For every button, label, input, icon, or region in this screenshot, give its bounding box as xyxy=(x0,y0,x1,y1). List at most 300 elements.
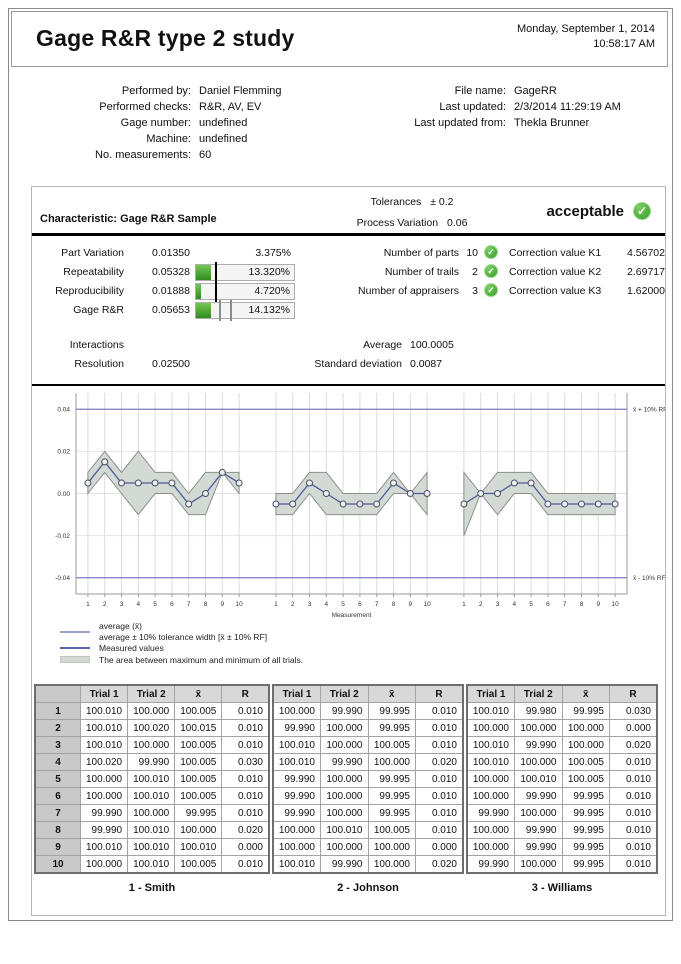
info-value: GageRR xyxy=(514,85,557,97)
measurement-cell: 100.000 xyxy=(562,737,610,754)
x-axis-label: Measurement xyxy=(331,612,372,619)
measurement-cell: 100.000 xyxy=(321,788,369,805)
measurement-cell: 100.000 xyxy=(128,805,175,822)
summary-row xyxy=(32,355,665,374)
data-point-marker xyxy=(545,501,551,507)
measurement-cell: 0.010 xyxy=(222,856,269,874)
metric-label: Part Variation xyxy=(61,247,124,259)
measurement-cell: 100.010 xyxy=(128,788,175,805)
metric-bar-fill xyxy=(196,303,211,318)
row-number: 6 xyxy=(35,788,81,805)
info-label: Last updated from: xyxy=(414,117,506,129)
y-tick-label: 0.02 xyxy=(57,448,70,456)
data-point-marker xyxy=(595,501,601,507)
x-tick-label: 8 xyxy=(579,601,584,608)
measurement-cell: 99.995 xyxy=(368,771,416,788)
measurement-table-1 xyxy=(34,684,270,874)
legend-average-line2: average ± 10% tolerance width [x̄ ± 10% RF] xyxy=(99,631,268,642)
report-date: Monday, September 1, 2014 xyxy=(517,23,655,35)
row-number: 5 xyxy=(35,771,81,788)
x-tick-label: 10 xyxy=(423,601,431,608)
measurement-cell: 100.000 xyxy=(128,703,175,720)
measurement-cell: 100.010 xyxy=(128,839,175,856)
table-row xyxy=(35,822,269,839)
data-point-marker xyxy=(152,480,158,486)
measurement-cell: 0.010 xyxy=(416,703,464,720)
info-row xyxy=(309,117,621,133)
measurement-cell: 0.020 xyxy=(222,822,269,839)
count-label: Number of appraisers xyxy=(358,285,459,297)
y-tick-label: -0.04 xyxy=(55,575,70,583)
info-label: Performed checks: xyxy=(99,101,191,113)
appraiser-name: 3 - Williams xyxy=(531,882,593,894)
measurement-cell: 100.010 xyxy=(175,839,222,856)
data-point-marker xyxy=(186,501,192,507)
info-label: Performed by: xyxy=(121,85,191,97)
measurement-cell: 100.000 xyxy=(321,805,369,822)
table-row xyxy=(467,788,657,805)
measurement-cell: 100.010 xyxy=(273,737,321,754)
measurement-cell: 99.990 xyxy=(467,805,515,822)
summary-label: Standard deviation xyxy=(314,358,402,370)
x-tick-label: 1 xyxy=(462,601,466,608)
column-header: R xyxy=(222,685,269,703)
measurement-cell: 0.020 xyxy=(416,856,464,874)
measurement-cell: 99.990 xyxy=(273,720,321,737)
measurement-cell: 100.000 xyxy=(515,805,563,822)
measurement-cell: 100.005 xyxy=(562,754,610,771)
data-point-marker xyxy=(236,480,242,486)
measurement-cell: 100.000 xyxy=(562,720,610,737)
table-row xyxy=(273,720,463,737)
measurement-cell: 100.000 xyxy=(515,856,563,874)
measurement-table-2 xyxy=(272,684,464,874)
x-tick-label: 4 xyxy=(136,601,141,608)
chart-divider xyxy=(32,384,665,386)
process-variation-row xyxy=(287,217,537,229)
correction-label: Correction value K3 xyxy=(509,285,602,297)
x-tick-label: 5 xyxy=(529,601,533,608)
x-tick-label: 2 xyxy=(290,601,295,608)
data-point-marker xyxy=(273,501,279,507)
measurement-cell: 99.990 xyxy=(321,754,369,771)
measurement-cell: 100.005 xyxy=(368,822,416,839)
check-icon: ✓ xyxy=(484,283,498,297)
measurement-cell: 99.995 xyxy=(562,839,610,856)
table-row xyxy=(273,822,463,839)
table-row xyxy=(35,754,269,771)
y-tick-label: 0.00 xyxy=(57,490,70,498)
row-number: 7 xyxy=(35,805,81,822)
characteristic-title: Characteristic: Gage R&R Sample xyxy=(40,213,217,225)
count-value: 3 xyxy=(472,285,478,297)
measurement-cell: 100.000 xyxy=(368,754,416,771)
table-row xyxy=(35,856,269,874)
legend-band-text: The area between maximum and minimum of all trials. xyxy=(99,654,304,665)
status-text: acceptable xyxy=(546,202,624,220)
measurement-cell: 0.010 xyxy=(416,788,464,805)
measurement-cell: 100.010 xyxy=(467,703,515,720)
measurement-cell: 100.005 xyxy=(368,737,416,754)
measurement-cell: 100.000 xyxy=(321,737,369,754)
measurement-tables xyxy=(34,684,658,874)
info-row xyxy=(9,101,282,117)
data-point-marker xyxy=(495,491,501,497)
report-datetime xyxy=(517,22,655,52)
data-point-marker xyxy=(102,459,108,465)
info-row xyxy=(9,117,282,133)
info-row xyxy=(9,149,282,165)
measurement-cell: 0.000 xyxy=(416,839,464,856)
measurement-cell: 100.000 xyxy=(467,720,515,737)
measurement-cell: 0.000 xyxy=(610,720,658,737)
y-tick-label: -0.02 xyxy=(55,532,70,540)
info-value: R&R, AV, EV xyxy=(199,101,262,113)
info-row xyxy=(309,101,621,117)
metric-bar xyxy=(195,302,295,319)
x-tick-label: 10 xyxy=(235,601,243,608)
data-point-marker xyxy=(407,491,413,497)
tolerances-label: Tolerances xyxy=(370,196,422,208)
table-row xyxy=(35,805,269,822)
data-point-marker xyxy=(169,480,175,486)
measurement-cell: 100.000 xyxy=(128,737,175,754)
measurement-cell: 100.000 xyxy=(273,822,321,839)
measurement-cell: 100.000 xyxy=(467,822,515,839)
measurement-cell: 99.990 xyxy=(515,839,563,856)
data-point-marker xyxy=(85,480,91,486)
measurement-cell: 0.020 xyxy=(610,737,658,754)
data-point-marker xyxy=(579,501,585,507)
measurement-table-3 xyxy=(466,684,658,874)
measurement-cell: 100.010 xyxy=(128,856,175,874)
counts-row xyxy=(32,244,665,263)
data-point-marker xyxy=(562,501,568,507)
measurement-cell: 99.990 xyxy=(515,788,563,805)
measurement-cell: 100.000 xyxy=(81,771,128,788)
info-value: undefined xyxy=(199,117,248,129)
measurement-cell: 0.030 xyxy=(222,754,269,771)
measurement-cell: 100.005 xyxy=(562,771,610,788)
info-label: No. measurements: xyxy=(95,149,191,161)
data-point-marker xyxy=(391,480,397,486)
info-label: File name: xyxy=(454,85,506,97)
table-row xyxy=(467,822,657,839)
data-point-marker xyxy=(307,480,313,486)
measurement-cell: 100.000 xyxy=(81,856,128,874)
table-row xyxy=(35,839,269,856)
table-row xyxy=(467,839,657,856)
column-header: x̄ xyxy=(562,685,610,703)
measurement-cell: 100.005 xyxy=(175,788,222,805)
column-header: R xyxy=(416,685,464,703)
metric-percent: 13.320% xyxy=(248,266,290,278)
x-tick-label: 8 xyxy=(203,601,208,608)
measurement-cell: 0.010 xyxy=(416,771,464,788)
correction-value: 4.56702 xyxy=(627,247,665,259)
table-row xyxy=(467,754,657,771)
measurement-cell: 100.000 xyxy=(368,856,416,874)
measurement-cell: 100.000 xyxy=(515,754,563,771)
x-tick-label: 5 xyxy=(153,601,157,608)
report-page xyxy=(8,8,673,921)
metric-row xyxy=(32,301,665,320)
measurement-cell: 99.990 xyxy=(128,754,175,771)
measurement-cell: 0.010 xyxy=(610,805,658,822)
table-row xyxy=(467,771,657,788)
legend-measured-text: Measured values xyxy=(99,643,164,653)
metric-label: Resolution xyxy=(74,358,124,370)
metric-threshold-marker xyxy=(230,300,232,321)
appraiser-name: 1 - Smith xyxy=(128,882,176,894)
data-point-marker xyxy=(461,501,467,507)
x-tick-label: 2 xyxy=(478,601,483,608)
x-tick-label: 6 xyxy=(358,601,362,608)
metric-label: Interactions xyxy=(69,339,124,351)
measurement-cell: 100.005 xyxy=(175,771,222,788)
measurement-cell: 100.020 xyxy=(81,754,128,771)
report-header xyxy=(11,11,668,67)
row-number: 8 xyxy=(35,822,81,839)
table-row xyxy=(467,703,657,720)
info-row xyxy=(9,133,282,149)
measurement-cell: 0.010 xyxy=(222,805,269,822)
info-label: Last updated: xyxy=(439,101,506,113)
count-label: Number of trails xyxy=(384,266,459,278)
row-number: 10 xyxy=(35,856,81,874)
info-value: 2/3/2014 11:29:19 AM xyxy=(514,101,621,113)
measurement-cell: 100.010 xyxy=(467,754,515,771)
measurement-cell: 0.010 xyxy=(416,737,464,754)
info-row xyxy=(9,85,282,101)
measurement-cell: 0.010 xyxy=(222,720,269,737)
x-tick-label: 2 xyxy=(102,601,107,608)
measurement-cell: 100.010 xyxy=(128,771,175,788)
summary-label: Average xyxy=(363,339,402,351)
summary-row xyxy=(32,336,665,355)
x-tick-label: 7 xyxy=(374,601,379,608)
measurement-cell: 0.010 xyxy=(610,754,658,771)
measurement-cell: 0.010 xyxy=(610,822,658,839)
measurement-cell: 99.990 xyxy=(273,771,321,788)
measurement-cell: 100.000 xyxy=(273,839,321,856)
table-row xyxy=(273,737,463,754)
measurement-cell: 99.995 xyxy=(368,788,416,805)
metric-value: 0.02500 xyxy=(152,358,190,370)
measurement-cell: 100.000 xyxy=(273,703,321,720)
count-label: Number of parts xyxy=(383,247,459,259)
table-row xyxy=(35,788,269,805)
data-point-marker xyxy=(290,501,296,507)
measurement-cell: 100.000 xyxy=(467,788,515,805)
correction-label: Correction value K2 xyxy=(509,266,602,278)
column-header: Trial 1 xyxy=(273,685,321,703)
measurement-cell: 100.005 xyxy=(175,856,222,874)
measurement-cell: 99.995 xyxy=(562,788,610,805)
rr-chart xyxy=(32,389,665,621)
measurement-cell: 99.990 xyxy=(515,737,563,754)
measurement-cell: 100.005 xyxy=(175,703,222,720)
table-row xyxy=(35,771,269,788)
data-point-marker xyxy=(612,501,618,507)
table-row xyxy=(35,737,269,754)
table-row xyxy=(273,754,463,771)
column-header: x̄ xyxy=(368,685,416,703)
column-header: Trial 2 xyxy=(515,685,563,703)
metric-threshold-marker xyxy=(219,300,221,321)
row-number: 9 xyxy=(35,839,81,856)
legend-item-band xyxy=(60,655,303,666)
measurement-cell: 99.995 xyxy=(175,805,222,822)
x-tick-label: 6 xyxy=(546,601,550,608)
status-badge xyxy=(546,202,651,220)
x-tick-label: 3 xyxy=(307,601,312,608)
measurement-cell: 100.000 xyxy=(321,839,369,856)
measurement-cell: 0.010 xyxy=(222,788,269,805)
report-info-left xyxy=(9,85,282,165)
measurement-cell: 0.010 xyxy=(610,771,658,788)
tolerance-block xyxy=(287,196,537,238)
info-row xyxy=(309,85,621,101)
measurement-cell: 99.980 xyxy=(515,703,563,720)
tolerances-value: ± 0.2 xyxy=(430,196,454,208)
table-row xyxy=(467,856,657,874)
measurement-cell: 99.990 xyxy=(321,856,369,874)
measurement-cell: 0.010 xyxy=(222,703,269,720)
x-tick-label: 8 xyxy=(391,601,396,608)
metric-label: Reproducibility xyxy=(55,285,124,297)
measurement-cell: 99.990 xyxy=(273,788,321,805)
measurement-cell: 99.995 xyxy=(368,720,416,737)
table-header-row xyxy=(467,685,657,703)
column-header: Trial 2 xyxy=(321,685,369,703)
metric-percent: 4.720% xyxy=(254,285,290,297)
check-icon: ✓ xyxy=(484,264,498,278)
info-value: undefined xyxy=(199,133,248,145)
measurement-cell: 100.010 xyxy=(467,737,515,754)
count-value: 10 xyxy=(466,247,478,259)
data-point-marker xyxy=(323,491,329,497)
study-result-panel xyxy=(31,186,666,916)
correction-value: 2.69717 xyxy=(627,266,665,278)
count-value: 2 xyxy=(472,266,478,278)
table-row xyxy=(467,805,657,822)
metric-label: Repeatability xyxy=(63,266,124,278)
table-header-row xyxy=(273,685,463,703)
process-variation-label: Process Variation xyxy=(356,217,439,229)
data-point-marker xyxy=(528,480,534,486)
check-icon: ✓ xyxy=(633,202,651,220)
x-tick-label: 5 xyxy=(341,601,345,608)
measurement-cell: 99.990 xyxy=(467,856,515,874)
measurement-cell: 0.010 xyxy=(416,720,464,737)
measurement-cell: 100.010 xyxy=(321,822,369,839)
appraiser-name: 2 - Johnson xyxy=(337,882,399,894)
correction-label: Correction value K1 xyxy=(509,247,602,259)
x-tick-label: 9 xyxy=(220,601,225,608)
data-point-marker xyxy=(340,501,346,507)
table-row xyxy=(35,720,269,737)
measurement-cell: 100.000 xyxy=(368,839,416,856)
measurement-cell: 100.000 xyxy=(321,720,369,737)
table-row xyxy=(35,703,269,720)
x-tick-label: 9 xyxy=(596,601,601,608)
metric-percent: 14.132% xyxy=(248,304,290,316)
data-point-marker xyxy=(357,501,363,507)
metric-value: 0.01350 xyxy=(152,247,190,259)
x-tick-label: 3 xyxy=(119,601,124,608)
column-header: x̄ xyxy=(175,685,222,703)
measurement-cell: 99.990 xyxy=(273,805,321,822)
summary-value: 100.0005 xyxy=(410,339,454,351)
table-header-row xyxy=(35,685,269,703)
data-point-marker xyxy=(424,491,430,497)
info-value: 60 xyxy=(199,149,212,161)
measurement-cell: 0.010 xyxy=(610,788,658,805)
min-max-band xyxy=(276,472,427,514)
measurement-cell: 99.995 xyxy=(368,805,416,822)
x-tick-label: 3 xyxy=(495,601,500,608)
metrics-section xyxy=(32,236,665,384)
tolerance-line-label: x̄ + 10% RF xyxy=(633,406,665,414)
x-tick-label: 4 xyxy=(324,601,329,608)
tolerance-line-label: x̄ - 10% RF xyxy=(633,575,665,583)
measurement-cell: 0.000 xyxy=(222,839,269,856)
measurement-cell: 100.010 xyxy=(273,856,321,874)
measurement-cell: 100.010 xyxy=(81,703,128,720)
data-point-marker xyxy=(478,491,484,497)
measurement-cell: 100.000 xyxy=(175,822,222,839)
row-number: 4 xyxy=(35,754,81,771)
info-value: Thekla Brunner xyxy=(514,117,590,129)
y-tick-label: 0.04 xyxy=(57,406,70,414)
metric-value: 0.01888 xyxy=(152,285,190,297)
table-row xyxy=(467,737,657,754)
metric-label: Gage R&R xyxy=(73,304,124,316)
measurement-cell: 99.990 xyxy=(321,703,369,720)
average-line-swatch xyxy=(60,631,90,633)
counts-row xyxy=(32,263,665,282)
appraiser-names xyxy=(34,882,658,894)
x-tick-label: 7 xyxy=(186,601,191,608)
correction-value: 1.62000 xyxy=(627,285,665,297)
info-label: Machine: xyxy=(146,133,191,145)
legend-item-average xyxy=(60,621,303,642)
x-tick-label: 4 xyxy=(512,601,517,608)
measurement-cell: 0.010 xyxy=(610,856,658,874)
measurement-cell: 100.010 xyxy=(81,839,128,856)
metric-value: 0.05653 xyxy=(152,304,190,316)
x-tick-label: 1 xyxy=(274,601,278,608)
table-row xyxy=(273,856,463,874)
corner-cell xyxy=(35,685,81,703)
measurement-cell: 100.010 xyxy=(273,754,321,771)
column-header: Trial 2 xyxy=(128,685,175,703)
measurement-cell: 100.010 xyxy=(515,771,563,788)
metric-value: 0.05328 xyxy=(152,266,190,278)
chart-legend xyxy=(60,621,303,666)
measurement-cell: 100.005 xyxy=(175,754,222,771)
measurement-cell: 99.995 xyxy=(562,703,610,720)
column-header: Trial 1 xyxy=(81,685,128,703)
column-header: R xyxy=(610,685,658,703)
legend-average-text xyxy=(99,621,267,642)
measurement-cell: 0.010 xyxy=(416,805,464,822)
band-swatch xyxy=(60,656,90,663)
summary-value: 0.0087 xyxy=(410,358,443,370)
report-time: 10:58:17 AM xyxy=(593,38,655,50)
measurement-cell: 0.010 xyxy=(222,737,269,754)
